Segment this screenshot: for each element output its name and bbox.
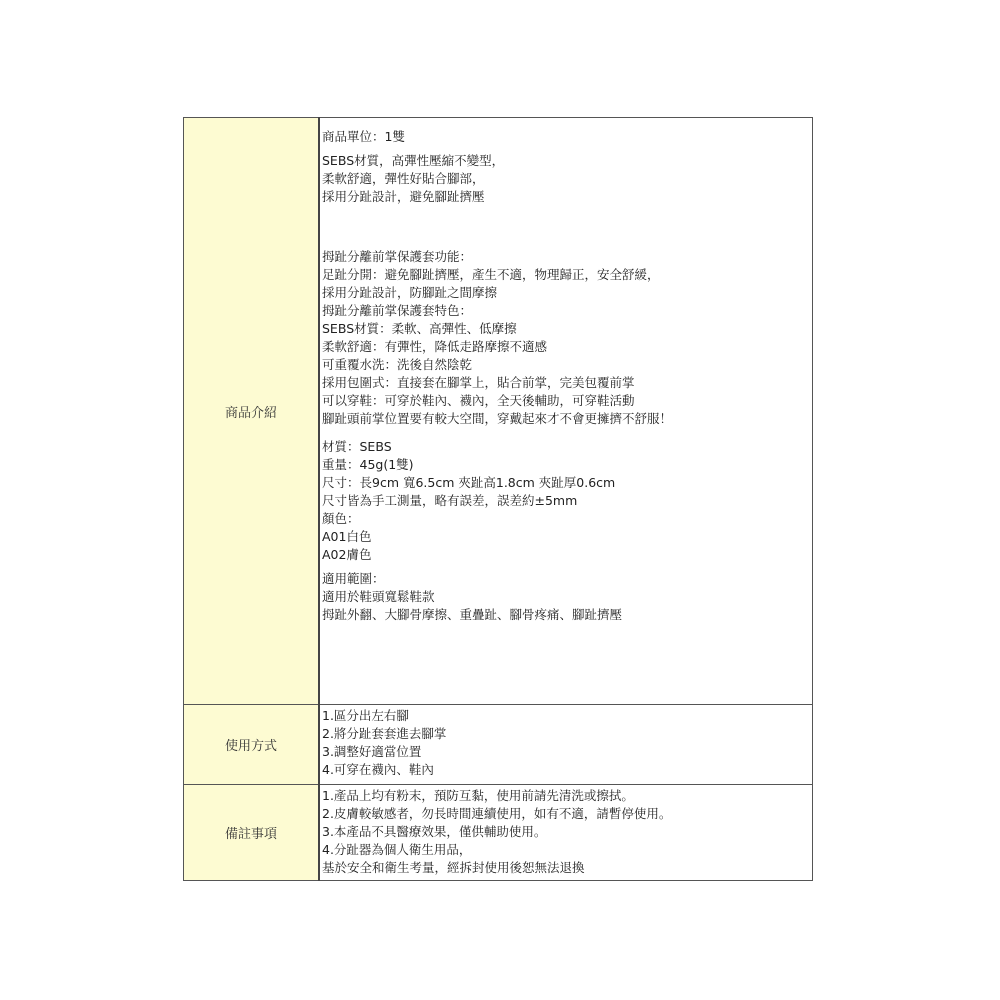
product-spec-table: [183, 117, 813, 881]
notes-label: 備註事項: [184, 785, 320, 881]
spec-line: 顏色：: [322, 511, 360, 526]
usage-step: 2.將分趾套套進去腳掌: [322, 726, 447, 741]
scope-line: 適用於鞋頭寬鬆鞋款: [322, 589, 435, 604]
notes-row: [184, 785, 813, 881]
feature-line: 採用包圍式：直接套在腳掌上，貼合前掌，完美包覆前掌: [322, 375, 635, 390]
feature-line: 腳趾頭前掌位置要有較大空間，穿戴起來才不會更擁擠不舒服！: [322, 411, 673, 426]
usage-step: 3.調整好適當位置: [322, 744, 422, 759]
spec-line: 尺寸：長9cm 寬6.5cm 夾趾高1.8cm 夾趾厚0.6cm: [322, 475, 616, 490]
material-desc-line: 採用分趾設計，避免腳趾擠壓: [322, 189, 485, 204]
usage-content: [319, 705, 813, 785]
scope-line: 適用範圍：: [322, 571, 385, 586]
features-block: [322, 248, 808, 428]
feature-line: 足趾分開：避免腳趾擠壓，產生不適，物理歸正，安全舒緩，: [322, 267, 660, 282]
material-desc-line: 柔軟舒適，彈性好貼合腳部，: [322, 171, 485, 186]
intro-label: 商品介紹: [184, 118, 320, 705]
intro-row: [184, 118, 813, 705]
specs-block: [322, 438, 808, 564]
note-line: 3.本產品不具醫療效果，僅供輔助使用。: [322, 824, 547, 839]
feature-line: SEBS材質：柔軟、高彈性、低摩擦: [322, 321, 517, 336]
usage-row: [184, 705, 813, 785]
feature-line: 可以穿鞋：可穿於鞋內、襪內，全天後輔助，可穿鞋活動: [322, 393, 635, 408]
spec-line: 尺寸皆為手工測量，略有誤差，誤差約±5mm: [322, 493, 578, 508]
notes-content: [319, 785, 813, 881]
feature-line: 拇趾分離前掌保護套功能：: [322, 249, 473, 264]
spec-line: A01白色: [322, 529, 372, 544]
feature-line: 柔軟舒適：有彈性，降低走路摩擦不適感: [322, 339, 548, 354]
scope-block: [322, 570, 808, 624]
usage-label: 使用方式: [184, 705, 320, 785]
material-desc-block: [322, 152, 808, 206]
feature-line: 拇趾分離前掌保護套特色：: [322, 303, 473, 318]
spec-line: 重量：45g(1雙): [322, 457, 414, 472]
feature-line: 可重覆水洗：洗後自然陰乾: [322, 357, 473, 372]
spec-line: A02膚色: [322, 547, 372, 562]
feature-line: 採用分趾設計，防腳趾之間摩擦: [322, 285, 498, 300]
scope-line: 拇趾外翻、大腳骨摩擦、重疊趾、腳骨疼痛、腳趾擠壓: [322, 607, 623, 622]
usage-step: 1.區分出左右腳: [322, 708, 409, 723]
usage-step: 4.可穿在襪內、鞋內: [322, 762, 434, 777]
note-line: 1.產品上均有粉末，預防互黏，使用前請先清洗或擦拭。: [322, 788, 634, 803]
note-line: 4.分趾器為個人衛生用品，: [322, 842, 472, 857]
intro-content: [319, 118, 813, 705]
note-line: 2.皮膚較敏感者，勿長時間連續使用，如有不適，請暫停使用。: [322, 806, 672, 821]
spec-line: 材質：SEBS: [322, 439, 392, 454]
unit-line: 商品單位：1雙: [322, 129, 405, 144]
material-desc-line: SEBS材質，高彈性壓縮不變型，: [322, 153, 505, 168]
note-line: 基於安全和衛生考量，經拆封使用後恕無法退換: [322, 860, 585, 875]
